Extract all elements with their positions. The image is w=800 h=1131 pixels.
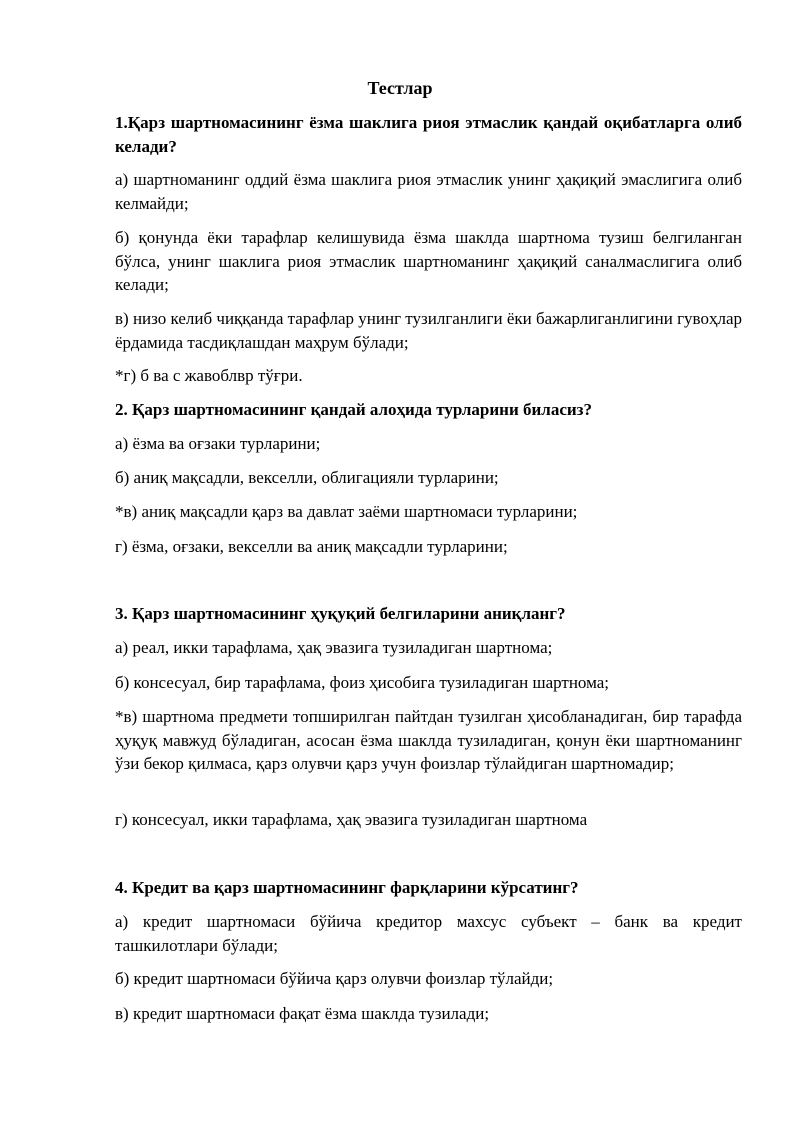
- question-4-option-b: б) кредит шартномаси бўйича қарз олувчи фоизлар тўлайди;: [115, 969, 554, 988]
- page-title: Тестлар: [367, 78, 433, 98]
- question-3-option-d: г) консесуал, икки тарафлама, ҳақ эвазига тузиладиган шартнома: [115, 810, 588, 829]
- question-1-option-c: в) низо келиб чиққанда тарафлар унинг тузилганлиги ёки бажарлиганлигини гувоҳлар ёрдамида тасдиқлашдан маҳрум бўлади;: [115, 309, 742, 352]
- question-1-option-a: а) шартноманинг оддий ёзма шаклига риоя этмаслик унинг ҳақиқий эмаслигига олиб келмайди;: [115, 170, 742, 213]
- question-4-option-a: а) кредит шартномаси бўйича кредитор махсус субъект – банк ва кредит ташкилотлари бўлади;: [115, 912, 742, 955]
- question-1-option-d: *г) б ва с жавоблвр тўғри.: [115, 366, 303, 385]
- question-2-option-b: б) аниқ мақсадли, векселли, облигацияли турларини;: [115, 468, 499, 487]
- question-4-option-c: в) кредит шартномаси фақат ёзма шаклда тузилади;: [115, 1004, 490, 1023]
- question-1-option-b: б) қонунда ёки тарафлар келишувида ёзма шаклда шартнома тузиш белгиланган бўлса, унинг шаклига риоя этмаслик шартноманинг ҳақиқий саналмаслигига олиб келади;: [115, 228, 742, 294]
- question-4: 4. Кредит ва қарз шартномасининг фарқларини кўрсатинг?: [115, 878, 579, 897]
- question-3-option-b: б) консесуал, бир тарафлама, фоиз ҳисобига тузиладиган шартнома;: [115, 673, 610, 692]
- question-2-option-a: а) ёзма ва оғзаки турларини;: [115, 434, 321, 453]
- question-2-option-c: *в) аниқ мақсадли қарз ва давлат заёми шартномаси турларини;: [115, 502, 578, 521]
- question-3-option-a: а) реал, икки тарафлама, ҳақ эвазига тузиладиган шартнома;: [115, 638, 553, 657]
- question-3-option-c: *в) шартнома предмети топширилган пайтдан тузилган ҳисобланадиган, бир тарафда ҳуқуқ мавжуд бўладиган, асосан ёзма шаклда тузиладиган, қонун ёки шартноманинг ўзи бекор қилмаса, қарз олувчи қарз учун фоизлар тўлайдиган шартномадир;: [115, 707, 742, 773]
- question-2: 2. Қарз шартномасининг қандай алоҳида турларини биласиз?: [115, 400, 592, 419]
- question-1: 1.Қарз шартномасининг ёзма шаклига риоя этмаслик қандай оқибатларга олиб келади?: [115, 113, 742, 156]
- question-2-option-d: г) ёзма, оғзаки, векселли ва аниқ мақсадли турларини;: [115, 537, 508, 556]
- question-3: 3. Қарз шартномасининг ҳуқуқий белгиларини аниқланг?: [115, 604, 566, 623]
